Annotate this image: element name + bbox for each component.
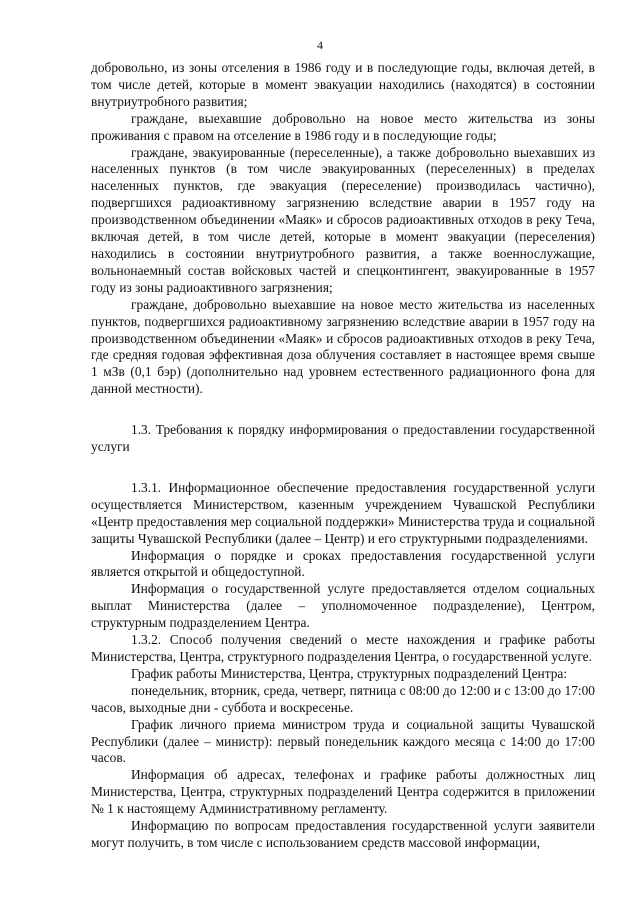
- document-body: [91, 60, 595, 852]
- paragraph: граждане, выехавшие добровольно на новое место жительства из зоны проживания с правом на отселение в 1986 году и в последующие годы;: [91, 110, 595, 143]
- paragraph: граждане, эвакуированные (переселенные), а также добровольно выехавших из населенных пунктов (в том числе эвакуированных (переселенных) в пределах населенных пунктов, где эвакуация (переселение) производилась частично), подвергшихся радиоактивному загрязнению вследствие аварии в 1957 году на производственном объединении «Маяк» и сбросов радиоактивных отходов в реку Теча, включая детей, в том числе детей, которые в момент эвакуации (переселения) находились в состоянии внутриутробного развития, а также военнослужащие, вольнонаемный состав войсковых частей и спецконтингент, эвакуированные в 1957 году из зоны радиоактивного загрязнения;: [91, 144, 595, 295]
- paragraph: Информация о порядке и сроках предоставления государственной услуги является открытой и общедоступной.: [91, 547, 595, 580]
- paragraph: добровольно, из зоны отселения в 1986 году и в последующие годы, включая детей, в том числе детей, которые в момент эвакуации находились (находятся) в состоянии внутриутробного развития;: [91, 60, 595, 109]
- paragraph: 1.3.1. Информационное обеспечение предоставления государственной услуги осуществляется Министерством, казенным учреждением Чувашской Республики «Центр предоставления мер социальной поддержки» Министерства труда и социальной защиты Чувашской Республики (далее – Центр) и его структурными подразделениями.: [91, 479, 595, 546]
- paragraph: График личного приема министром труда и социальной защиты Чувашской Республики (далее – министр): первый понедельник каждого месяца с 14:00 до 17:00 часов.: [91, 716, 595, 766]
- paragraph: понедельник, вторник, среда, четверг, пятница с 08:00 до 12:00 и с 13:00 до 17:00 часов, выходные дни - суббота и воскресенье.: [91, 682, 595, 715]
- paragraph: Информацию по вопросам предоставления государственной услуги заявители могут получить, в том числе с использованием средств массовой информации,: [91, 818, 595, 850]
- paragraph: Информация об адресах, телефонах и графике работы должностных лиц Министерства, Центра, структурных подразделений Центра содержится в приложении № 1 к настоящему Административному регламенту.: [91, 767, 595, 817]
- section-heading: 1.3. Требования к порядку информирования о предоставлении государственной услуги: [91, 422, 595, 455]
- paragraph: График работы Министерства, Центра, структурных подразделений Центра:: [131, 665, 568, 681]
- paragraph: Информация о государственной услуге предоставляется отделом социальных выплат Министерства (далее – уполномоченное подразделение), Центром, структурным подразделением Центра.: [91, 581, 595, 631]
- paragraph: 1.3.2. Способ получения сведений о месте нахождения и графике работы Министерства, Центра, структурного подразделения Центра, о государственной услуге.: [91, 632, 595, 664]
- paragraph: граждане, добровольно выехавшие на новое место жительства из населенных пунктов, подвергшихся радиоактивному загрязнению вследствие аварии в 1957 году на производственном объединении «Маяк» и сбросов радиоактивных отходов в реку Теча, где средняя годовая эффективная доза облучения составляет в настоящее время свыше 1 мЗв (0,1 бэр) (дополнительно над уровнем естественного радиационного фона для данной местности).: [91, 296, 595, 397]
- page-number: 4: [317, 38, 323, 52]
